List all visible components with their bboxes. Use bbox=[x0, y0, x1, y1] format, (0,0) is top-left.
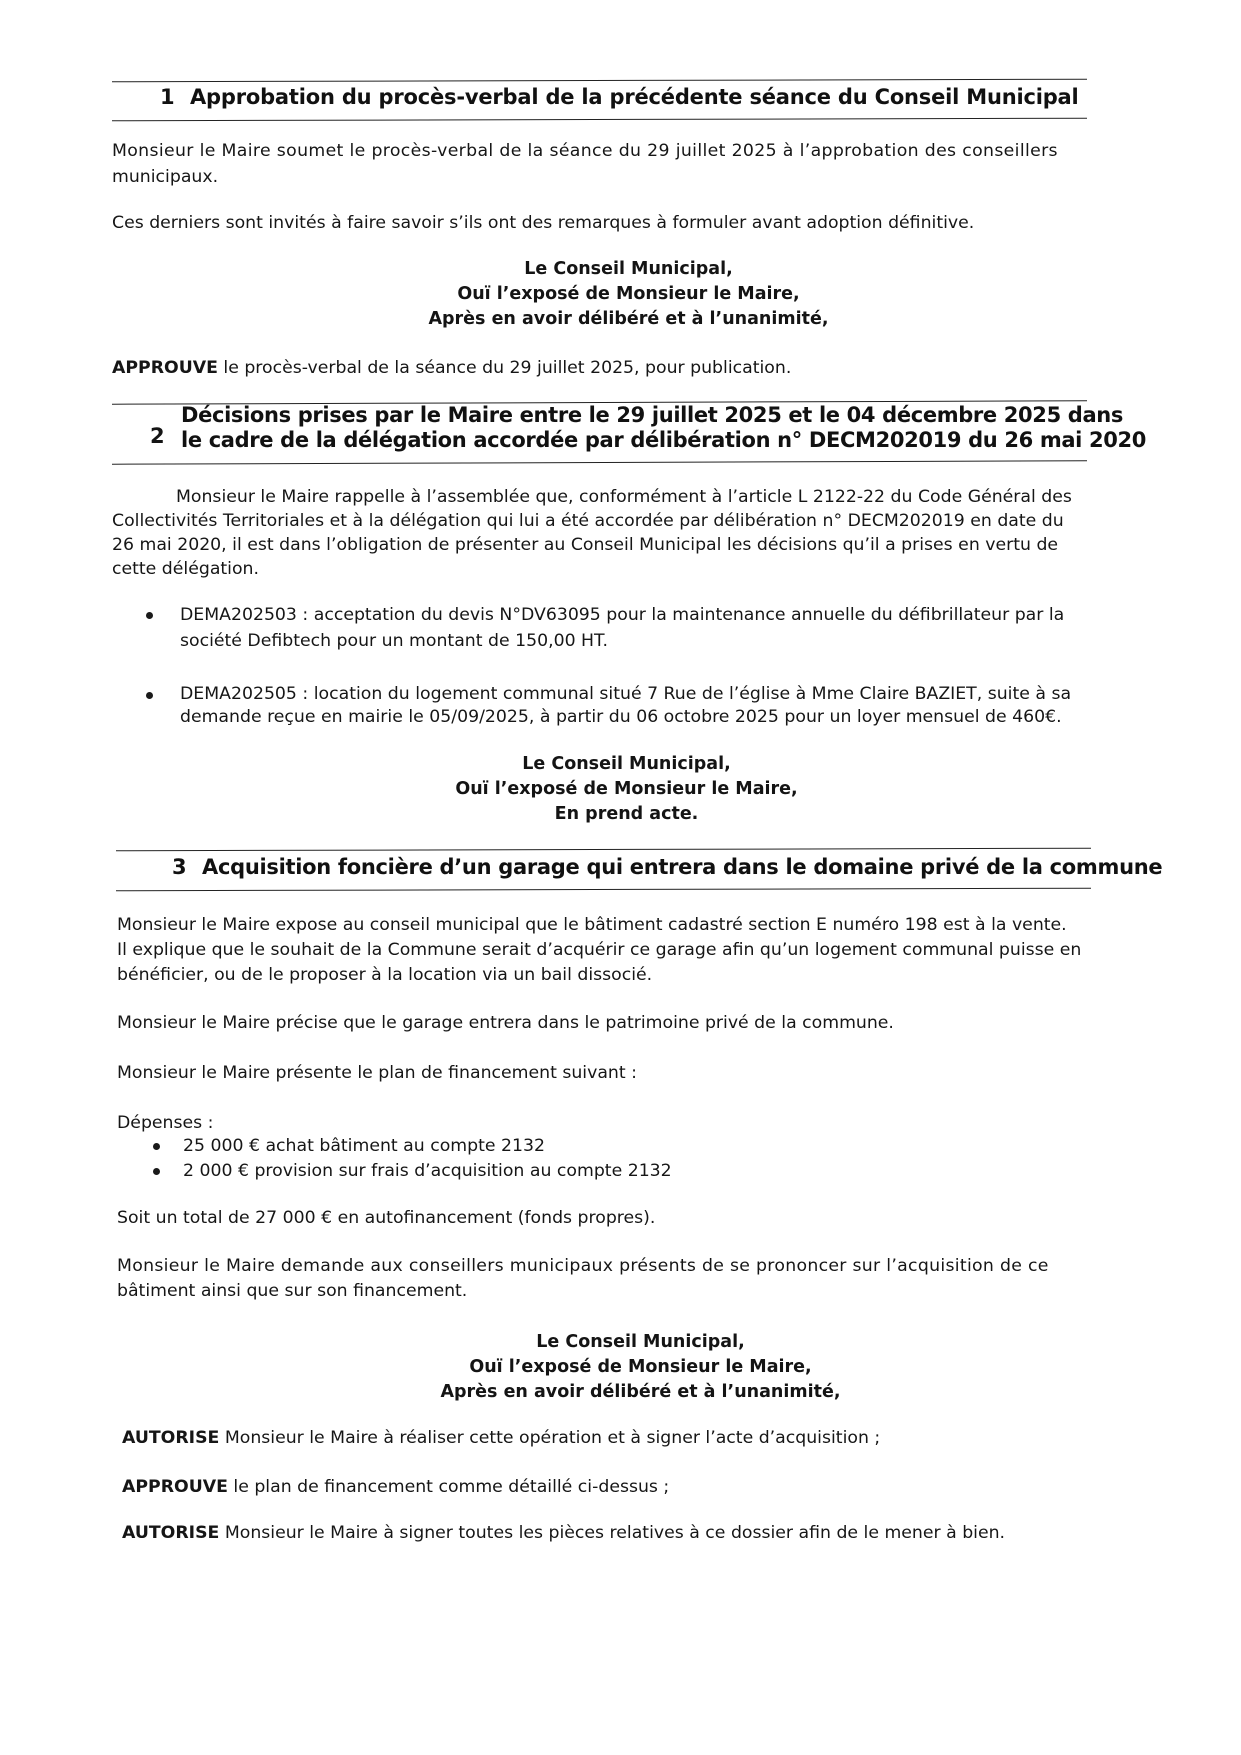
section-3-paragraph-3: Monsieur le Maire présente le plan de financement suivant : bbox=[117, 1063, 637, 1083]
section-3-heading bbox=[172, 855, 1162, 879]
section-3-council-block bbox=[20, 1330, 1241, 1405]
section-2-paragraph-line: 26 mai 2020, il est dans l’obligation de présenter au Conseil Municipal les décisions qu’il a prises en vertu de bbox=[112, 535, 1059, 555]
section-3-paragraph-1-line: Il explique que le souhait de la Commune serait d’acquérir ce garage afin qu’un logement communal puisse en bbox=[117, 940, 1082, 960]
decision-text: Monsieur le Maire à réaliser cette opération et à signer l’acte d’acquisition ; bbox=[219, 1428, 881, 1448]
decision-item-line: société Defibtech pour un montant de 150,00 HT. bbox=[180, 631, 609, 651]
decision-keyword: AUTORISE bbox=[122, 1523, 220, 1543]
section-1-title: Approbation du procès-verbal de la précédente séance du Conseil Municipal bbox=[190, 85, 1079, 109]
bullet-icon bbox=[146, 612, 153, 619]
section-2-number: 2 bbox=[150, 424, 165, 448]
section-2-bottom-rule bbox=[112, 460, 1087, 464]
bullet-icon bbox=[153, 1143, 160, 1150]
section-2-council-block bbox=[6, 752, 1241, 827]
decision-item-line: DEMA202505 : location du logement communal situé 7 Rue de l’église à Mme Claire BAZIET, suite à sa bbox=[180, 684, 1072, 704]
council-line: Le Conseil Municipal, bbox=[524, 259, 733, 279]
section-3-number: 3 bbox=[172, 855, 187, 879]
section-3-top-rule bbox=[116, 848, 1091, 852]
council-line: Ouï l’exposé de Monsieur le Maire, bbox=[469, 1357, 812, 1377]
decision-item-line: DEMA202503 : acceptation du devis N°DV63095 pour la maintenance annuelle du défibrillateur par la bbox=[180, 605, 1065, 625]
section-2-title-line-2: le cadre de la délégation accordée par délibération n° DECM202019 du 26 mai 2020 bbox=[181, 428, 1147, 452]
decision-keyword: AUTORISE bbox=[122, 1428, 220, 1448]
bullet-icon bbox=[146, 692, 153, 699]
decision-text: le plan de financement comme détaillé ci-dessus ; bbox=[227, 1477, 670, 1497]
section-1-bottom-rule bbox=[112, 118, 1087, 122]
section-3-paragraph-1-line: Monsieur le Maire expose au conseil municipal que le bâtiment cadastré section E numéro 198 est à la vente. bbox=[117, 915, 1067, 935]
section-3-decision bbox=[122, 1520, 1005, 1546]
expense-item-text: 25 000 € achat bâtiment au compte 2132 bbox=[183, 1136, 545, 1156]
section-3-title: Acquisition foncière d’un garage qui entrera dans le domaine privé de la commune bbox=[202, 855, 1163, 879]
expenses-label: Dépenses : bbox=[117, 1113, 214, 1133]
decision-text: le procès-verbal de la séance du 29 juillet 2025, pour publication. bbox=[217, 358, 792, 378]
section-3-paragraph-4-line: Monsieur le Maire demande aux conseillers municipaux présents de se prononcer sur l’acquisition de ce bbox=[117, 1256, 1049, 1276]
council-line: Ouï l’exposé de Monsieur le Maire, bbox=[457, 284, 800, 304]
decision-keyword: APPROUVE bbox=[122, 1477, 228, 1497]
council-line: Après en avoir délibéré et à l’unanimité, bbox=[428, 309, 829, 329]
expense-item-text: 2 000 € provision sur frais d’acquisition au compte 2132 bbox=[183, 1161, 672, 1181]
decision-keyword: APPROUVE bbox=[112, 358, 218, 378]
section-1-paragraph-1-line-2: municipaux. bbox=[112, 167, 219, 187]
section-3-bottom-rule bbox=[116, 888, 1091, 892]
bullet-icon bbox=[153, 1168, 160, 1175]
section-2-title-line-1: Décisions prises par le Maire entre le 29 juillet 2025 et le 04 décembre 2025 dans bbox=[181, 403, 1124, 427]
council-line: Le Conseil Municipal, bbox=[522, 754, 731, 774]
financing-total: Soit un total de 27 000 € en autofinancement (fonds propres). bbox=[117, 1208, 656, 1228]
section-3-paragraph-1-line: bénéficier, ou de le proposer à la location via un bail dissocié. bbox=[117, 965, 653, 985]
section-1-paragraph-1-line-1: Monsieur le Maire soumet le procès-verbal de la séance du 29 juillet 2025 à l’approbation des conseillers bbox=[112, 141, 1058, 161]
section-1-paragraph-2: Ces derniers sont invités à faire savoir s’ils ont des remarques à formuler avant adoption définitive. bbox=[112, 213, 975, 233]
council-line: En prend acte. bbox=[554, 804, 699, 824]
section-1-decision bbox=[112, 355, 791, 381]
section-1-number: 1 bbox=[160, 85, 175, 109]
decision-item-line: demande reçue en mairie le 05/09/2025, à partir du 06 octobre 2025 pour un loyer mensuel de 460€. bbox=[180, 707, 1062, 727]
section-1-council-block bbox=[8, 257, 1241, 332]
section-3-decision bbox=[122, 1474, 669, 1500]
decision-text: Monsieur le Maire à signer toutes les pièces relatives à ce dossier afin de le mener à bien. bbox=[219, 1523, 1006, 1543]
section-1-top-rule bbox=[112, 79, 1087, 83]
section-2-paragraph-line: cette délégation. bbox=[112, 559, 260, 579]
section-3-decision bbox=[122, 1425, 880, 1451]
section-1-heading bbox=[160, 85, 1079, 109]
council-line: Après en avoir délibéré et à l’unanimité, bbox=[440, 1382, 841, 1402]
section-2-paragraph-line: Collectivités Territoriales et à la délégation qui lui a été accordée par délibération n° DECM202019 en date du bbox=[112, 511, 1064, 531]
section-3-paragraph-4-line: bâtiment ainsi que sur son financement. bbox=[117, 1281, 468, 1301]
section-3-paragraph-2: Monsieur le Maire précise que le garage entrera dans le patrimoine privé de la commune. bbox=[117, 1013, 894, 1033]
council-line: Ouï l’exposé de Monsieur le Maire, bbox=[455, 779, 798, 799]
section-2-paragraph-line: Monsieur le Maire rappelle à l’assemblée que, conformément à l’article L 2122-22 du Code Général des bbox=[176, 487, 1072, 507]
council-line: Le Conseil Municipal, bbox=[536, 1332, 745, 1352]
